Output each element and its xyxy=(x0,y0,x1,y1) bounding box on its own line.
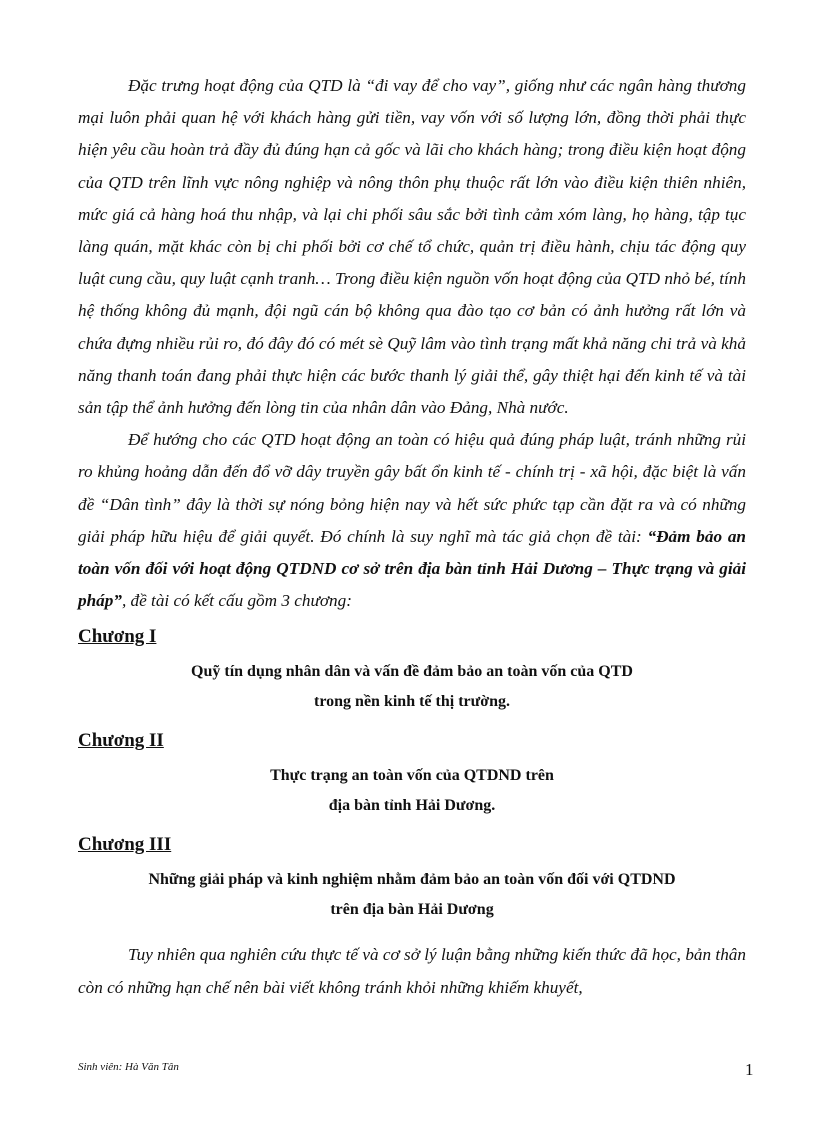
paragraph-topic xyxy=(78,424,746,617)
topic-tail-text: , đề tài có kết cấu gồm 3 chương: xyxy=(121,591,352,611)
chapter-1-title-line2: trong nền kinh tế thị trường. xyxy=(314,693,510,711)
chapter-3-title xyxy=(78,865,746,925)
paragraph-closing: Tuy nhiên qua nghiên cứu thực tế và cơ sở lý luận bằng những kiến thức đã học, bản thân còn có những hạn chế nên bài viết không tránh khỏi những khiếm khuyết, xyxy=(78,945,746,997)
document-page xyxy=(78,70,746,1004)
chapter-1-title xyxy=(78,657,746,717)
chapter-2-title-line1: Thực trạng an toàn vốn của QTDND trên xyxy=(270,767,554,785)
chapter-3-title-line2: trên địa bàn Hải Dương xyxy=(330,901,494,919)
chapter-1-heading: Chương I xyxy=(78,626,157,648)
topic-lead-text: Để hướng cho các QTD hoạt động an toàn có hiệu quả đúng pháp luật, tránh những rủi ro khủng hoảng dẫn đến đổ vỡ dây truyền gây bất ổn kinh tế - chính trị - xã hội, đặc biệt là vấn đề “Dân tình” đây là thời sự nóng bỏng hiện nay và hết sức phức tạp cần đặt ra và có những giải pháp hữu hiệu để giải quyết. Đó chính là suy nghĩ mà tác giả chọn đề tài: xyxy=(78,430,746,546)
chapter-2-heading: Chương II xyxy=(78,730,164,752)
chapter-3-title-line1: Những giải pháp và kinh nghiệm nhằm đảm bảo an toàn vốn đối với QTDND xyxy=(148,871,676,889)
page-number: 1 xyxy=(745,1060,754,1079)
chapter-2-title xyxy=(78,761,746,821)
chapter-1-title-line1: Quỹ tín dụng nhân dân và vấn đề đảm bảo an toàn vốn của QTD xyxy=(191,663,633,681)
topic-title: “Đảm bảo an toàn vốn đối với hoạt động QTDND cơ sở trên địa bàn tỉnh Hải Dương – Thực trạng và giải pháp” xyxy=(78,526,746,611)
chapter-2-title-line2: địa bàn tỉnh Hải Dương. xyxy=(328,797,496,815)
paragraph-intro: Đặc trưng hoạt động của QTD là “đi vay để cho vay”, giống như các ngân hàng thương mại luôn phải quan hệ với khách hàng gửi tiền, vay vốn với số lượng lớn, đồng thời phải thực hiện yêu cầu hoàn trả đầy đủ đúng hạn cả gốc và lãi cho khách hàng; trong điều kiện hoạt động của QTD trên lĩnh vực nông nghiệp và nông thôn phụ thuộc rất lớn vào điều kiện thiên nhiên, mức giá cả hàng hoá thu nhập, và lại chi phối sâu sắc bởi tình cảm xóm làng, họ hàng, tập tục làng quán, mặt khác còn bị chi phối bởi cơ chế tổ chức, quản trị điều hành, chịu tác động quy luật cung cầu, quy luật cạnh tranh… Trong điều kiện nguồn vốn hoạt động của QTD nhỏ bé, tính hệ thống không đủ mạnh, đội ngũ cán bộ không qua đào tạo cơ bản có ảnh hưởng rất lớn và chứa đựng nhiều rủi ro, đó đây đó có mét sè Quỹ lâm vào tình trạng mất khả năng chi trả và khả năng thanh toán đang phải thực hiện các bước thanh lý giải thể, gây thiệt hại đến kinh tế và tài sản tập thể ảnh hưởng đến lòng tin của nhân dân vào Đảng, Nhà nước. xyxy=(78,76,746,418)
chapter-3-heading: Chương III xyxy=(78,834,172,856)
footer-student-name: Sinh viên: Hà Văn Tân xyxy=(78,1061,179,1073)
